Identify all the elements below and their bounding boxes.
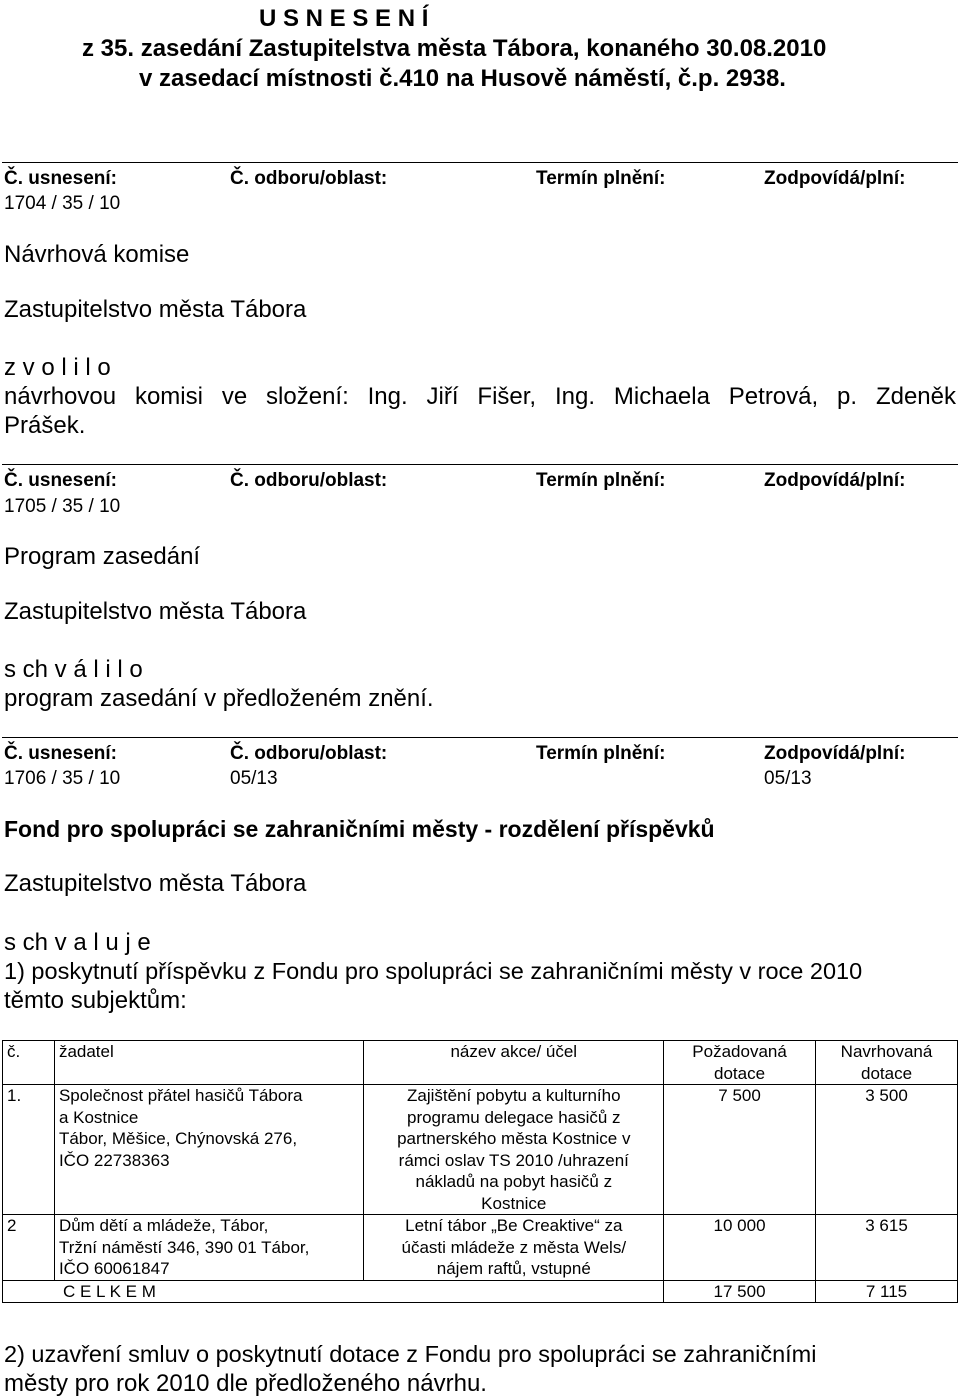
- resolution-text-cont: těmto subjektům:: [4, 987, 187, 1014]
- total-label: C E L K E M: [3, 1280, 664, 1303]
- resolution-number: 1705 / 35 / 10: [4, 496, 121, 517]
- table-row: [3, 1085, 958, 1215]
- event-line: partnerského města Kostnice v: [397, 1129, 631, 1148]
- responsible-code: 05/13: [764, 768, 812, 789]
- resolution-title: Návrhová komise: [4, 241, 190, 268]
- event-line: rámci oslav TS 2010 /uhrazení: [398, 1150, 629, 1170]
- header-event: název akce/ účel: [364, 1041, 664, 1085]
- applicant-line: IČO 60061847: [58, 1259, 170, 1278]
- col-resolution-no-label: Č. usnesení:: [4, 470, 117, 491]
- applicant-line: a Kostnice: [58, 1107, 139, 1127]
- issuing-body: Zastupitelstvo města Tábora: [4, 598, 307, 625]
- issuing-body: Zastupitelstvo města Tábora: [4, 296, 307, 323]
- header-applicant: žadatel: [54, 1041, 364, 1085]
- resolution-number: 1704 / 35 / 10: [4, 193, 121, 214]
- resolution-text: 1) poskytnutí příspěvku z Fondu pro spolupráci se zahraničními městy v roce 2010: [4, 958, 863, 984]
- resolution-verb: z v o l i l o: [4, 354, 111, 381]
- col-deadline-label: Termín plnění:: [536, 743, 666, 764]
- row-requested: 10 000: [664, 1215, 816, 1281]
- col-department-label: Č. odboru/oblast:: [230, 168, 388, 189]
- resolution-text-2-cont: městy pro rok 2010 dle předloženého návrhu.: [4, 1370, 487, 1397]
- event-line: Zajištění pobytu a kulturního: [406, 1086, 621, 1105]
- session-line: z 35. zasedání Zastupitelstva města Tábora, konaného 30.08.2010: [82, 35, 827, 62]
- row-proposed: 3 615: [816, 1215, 958, 1281]
- applicant-line: Tábor, Měšice, Chýnovská 276,: [58, 1129, 298, 1148]
- col-resolution-no-label: Č. usnesení:: [4, 168, 117, 189]
- col-responsible-label: Zodpovídá/plní:: [764, 743, 906, 764]
- document-title: U S N E S E N Í: [259, 5, 429, 32]
- col-deadline-label: Termín plnění:: [536, 168, 666, 189]
- resolution-verb: s ch v a l u j e: [4, 929, 151, 956]
- table-header-row: [3, 1041, 958, 1085]
- header-no: č.: [3, 1041, 55, 1085]
- resolution-text-2: 2) uzavření smluv o poskytnutí dotace z Fondu pro spolupráci se zahraničními: [4, 1341, 817, 1367]
- col-department-label: Č. odboru/oblast:: [230, 743, 388, 764]
- header-proposed: Navrhovaná dotace: [816, 1041, 958, 1085]
- row-no: 1.: [3, 1085, 55, 1215]
- table-row: [3, 1215, 958, 1281]
- header-requested: Požadovaná dotace: [664, 1041, 816, 1085]
- col-responsible-label: Zodpovídá/plní:: [764, 470, 906, 491]
- event-line: účasti mládeže z města Wels/: [401, 1237, 627, 1257]
- event-line: Kostnice: [481, 1193, 547, 1213]
- event-line: nákladů na pobyt hasičů z: [415, 1172, 613, 1191]
- grants-table: [2, 1040, 958, 1303]
- event-line: nájem raftů, vstupné: [436, 1259, 591, 1278]
- row-no: 2: [3, 1215, 55, 1281]
- resolution-text-cont: Prášek.: [4, 412, 86, 439]
- event-line: Letní tábor „Be Creaktive“ za: [405, 1216, 623, 1235]
- resolution-title: Program zasedání: [4, 543, 201, 570]
- row-requested: 7 500: [664, 1085, 816, 1215]
- row-event: [364, 1085, 664, 1215]
- divider: [2, 737, 958, 738]
- divider: [2, 162, 958, 163]
- resolution-text: návrhovou komisi ve složení: Ing. Jiří Fišer, Ing. Michaela Petrová, p. Zdeněk: [4, 383, 956, 410]
- issuing-body: Zastupitelstvo města Tábora: [4, 870, 307, 897]
- col-responsible-label: Zodpovídá/plní:: [764, 168, 906, 189]
- resolution-verb: s ch v á l i l o: [4, 656, 143, 683]
- applicant-line: Tržní náměstí 346, 390 01 Tábor,: [58, 1237, 310, 1257]
- col-resolution-no-label: Č. usnesení:: [4, 743, 117, 764]
- col-department-label: Č. odboru/oblast:: [230, 470, 388, 491]
- resolution-number: 1706 / 35 / 10: [4, 768, 121, 789]
- row-event: [364, 1215, 664, 1281]
- resolution-text: program zasedání v předloženém znění.: [4, 685, 434, 712]
- total-proposed: 7 115: [816, 1280, 958, 1303]
- row-applicant: [54, 1215, 364, 1281]
- row-proposed: 3 500: [816, 1085, 958, 1215]
- department-code: 05/13: [230, 768, 278, 789]
- applicant-line: IČO 22738363: [58, 1150, 170, 1170]
- applicant-line: Společnost přátel hasičů Tábora: [58, 1086, 303, 1105]
- total-requested: 17 500: [664, 1280, 816, 1303]
- col-deadline-label: Termín plnění:: [536, 470, 666, 491]
- resolution-title: Fond pro spolupráci se zahraničními městy - rozdělení příspěvků: [4, 816, 715, 842]
- divider: [2, 464, 958, 465]
- venue-line: v zasedací místnosti č.410 na Husově náměstí, č.p. 2938.: [139, 65, 786, 92]
- row-applicant: [54, 1085, 364, 1215]
- applicant-line: Dům dětí a mládeže, Tábor,: [58, 1216, 269, 1235]
- event-line: programu delegace hasičů z: [406, 1107, 621, 1127]
- table-total-row: [3, 1280, 958, 1303]
